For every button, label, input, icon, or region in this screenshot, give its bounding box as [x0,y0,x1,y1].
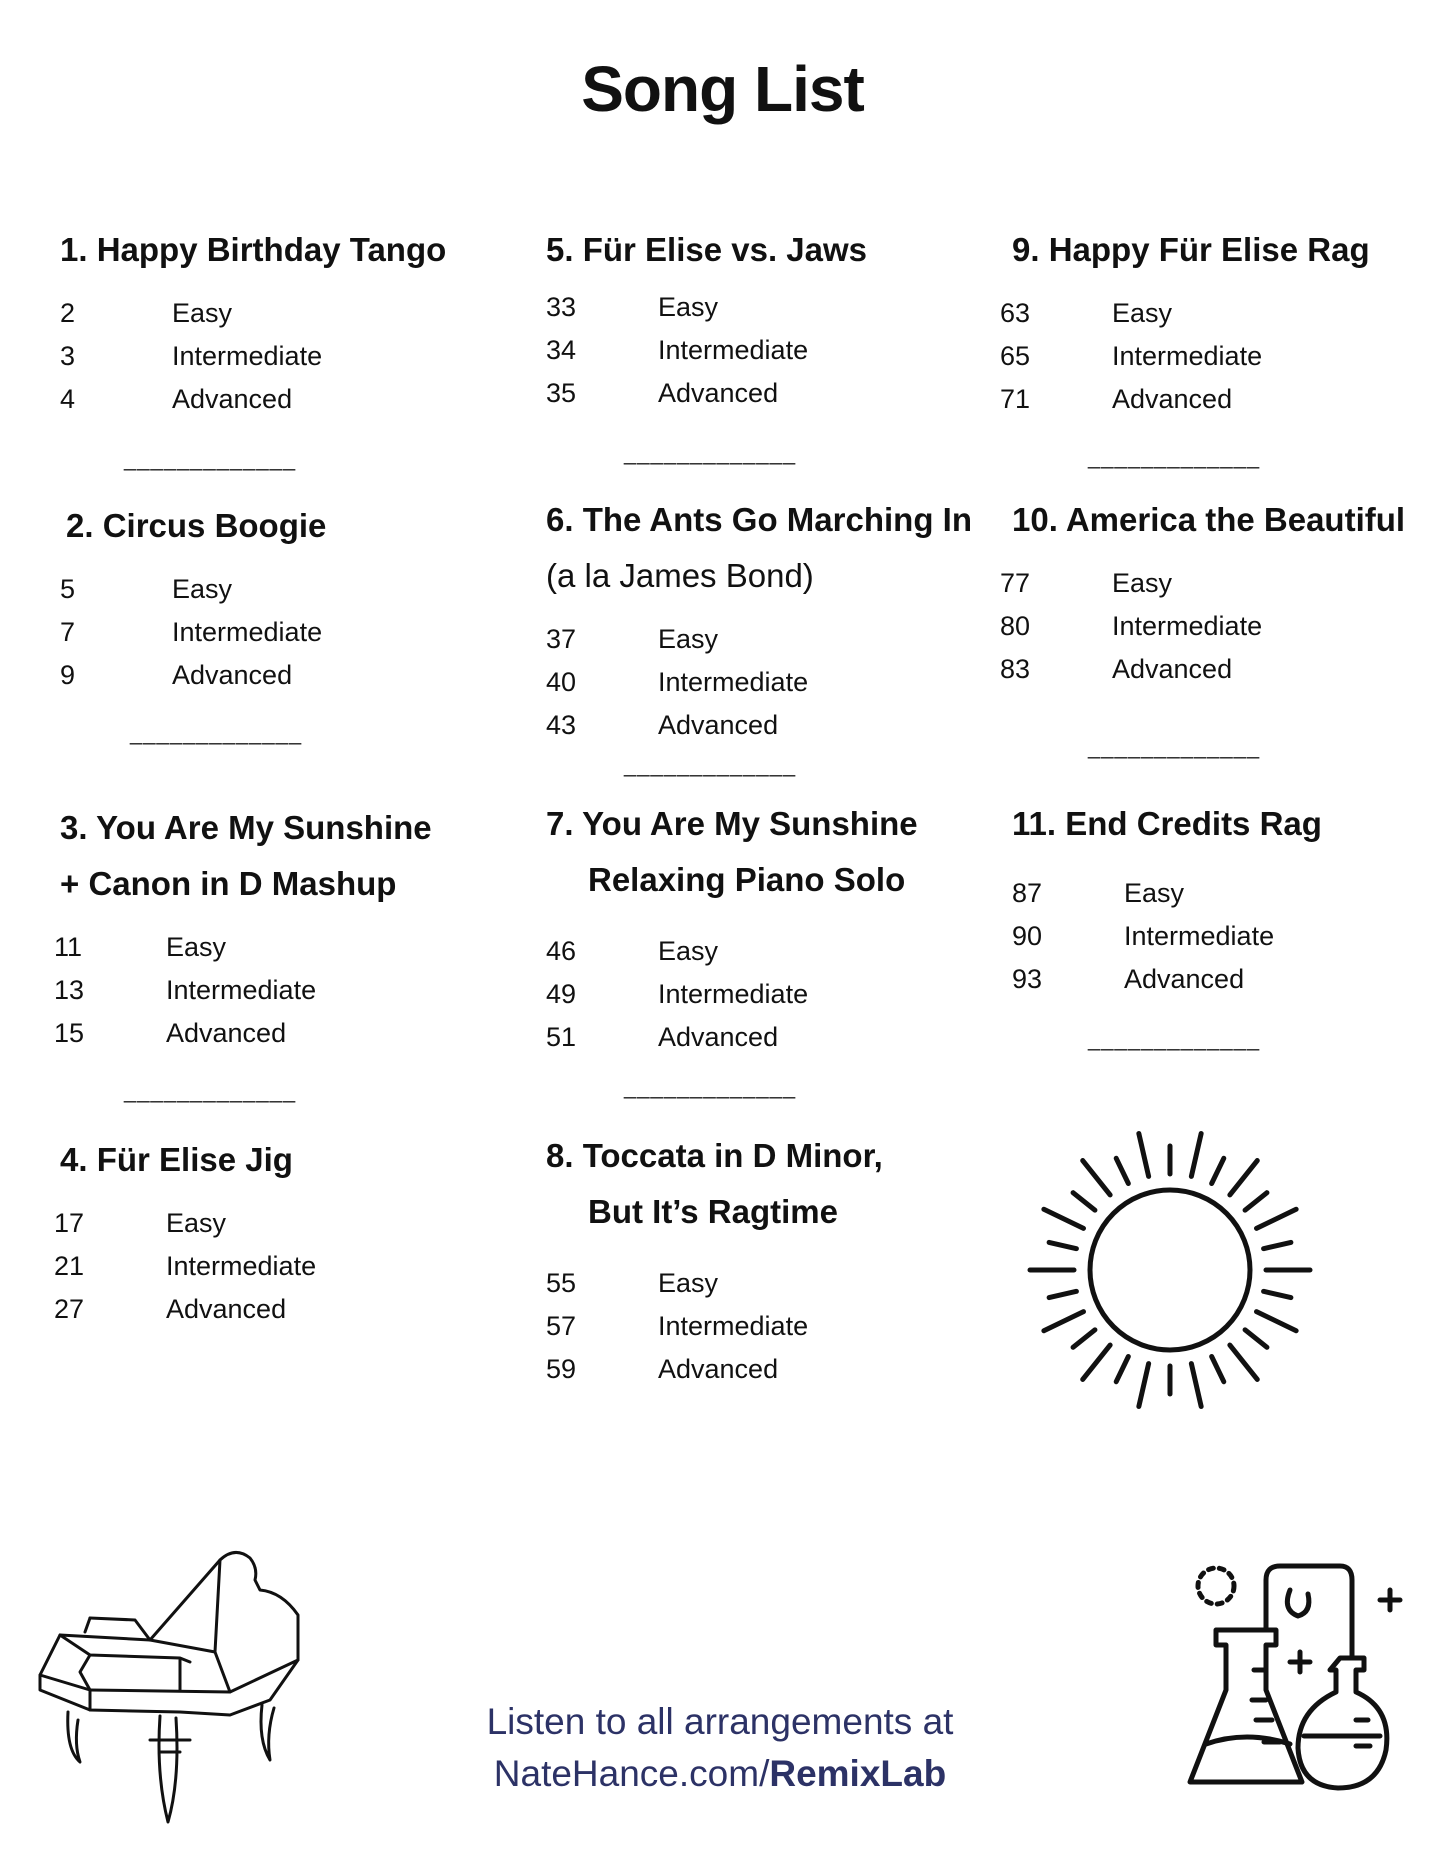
level-label: Advanced [172,384,293,414]
sun-ray [1191,1134,1201,1177]
sun-ray [1264,1291,1291,1297]
divider: _____________ [1088,734,1261,759]
page-number: 5 [60,574,76,604]
page-number: 15 [54,1018,85,1048]
level-label: Intermediate [1124,921,1275,951]
level-label: Advanced [658,378,779,408]
level-row [546,973,918,1016]
level-list [546,618,972,747]
page-number: 17 [54,1208,85,1238]
song-3 [54,800,432,1055]
level-row [546,329,867,372]
level-row [1000,292,1370,335]
level-list [546,286,867,415]
divider: _____________ [1088,444,1261,469]
level-label: Easy [166,1208,227,1238]
song-title: 11. End Credits Rag [1012,805,1322,842]
level-row [54,1202,316,1245]
sun-ray [1044,1312,1084,1331]
level-label: Intermediate [658,1311,809,1341]
divider: _____________ [124,1078,297,1103]
sun-ray [1073,1330,1095,1347]
song-title: 3. You Are My Sunshine + Canon in D Mashup [60,809,432,902]
song-title: 1. Happy Birthday Tango [60,231,447,268]
level-label: Intermediate [1112,341,1263,371]
page-number: 90 [1012,921,1043,951]
level-list [546,1262,883,1391]
sun-ray [1256,1209,1296,1228]
sun-ray [1083,1345,1110,1379]
level-list [546,930,918,1059]
level-row [546,661,972,704]
level-label: Easy [658,624,719,654]
level-row [60,611,326,654]
song-title: 10. America the Beautiful [1012,501,1406,538]
song-title: 5. Für Elise vs. Jaws [546,231,868,268]
song-9 [1000,222,1370,421]
level-label: Advanced [658,1354,779,1384]
level-row [1012,872,1322,915]
sun-ray [1083,1161,1110,1195]
footer-text [440,1696,1000,1800]
sun-icon [1020,1120,1320,1420]
page-number: 21 [54,1251,85,1281]
sun-ray [1264,1242,1291,1248]
song-5 [546,222,867,415]
song-6 [546,492,972,747]
chemistry-flasks-icon [1180,1530,1420,1810]
page-number: 2 [60,298,76,328]
page-number: 27 [54,1294,85,1324]
level-row [546,372,867,415]
song-2 [60,498,327,697]
level-row [60,378,446,421]
song-title: 2. Circus Boogie [66,507,327,544]
level-label: Intermediate [658,667,809,697]
sun-ray [1044,1209,1084,1228]
song-1 [60,222,446,421]
song-title: 9. Happy Für Elise Rag [1012,231,1370,268]
song-7 [546,796,918,1059]
level-row [60,568,326,611]
level-label: Intermediate [172,617,323,647]
page-number: 35 [546,378,577,408]
level-row [1012,915,1322,958]
level-row [546,930,918,973]
divider: _____________ [624,440,797,465]
level-row [60,335,446,378]
level-row [1000,335,1370,378]
divider: _____________ [624,1074,797,1099]
level-row [546,618,972,661]
page-number: 55 [546,1268,577,1298]
level-row [54,1012,432,1055]
page-number: 87 [1012,878,1043,908]
level-row [546,286,867,329]
sun-ray [1139,1364,1149,1407]
level-row [1012,958,1322,1001]
song-11 [1012,796,1322,1001]
level-label: Advanced [1124,964,1245,994]
page-number: 63 [1000,298,1031,328]
page-number: 49 [546,979,577,1009]
footer-line-1: Listen to all arrangements at [486,1701,954,1742]
song-4 [54,1132,317,1331]
page-number: 34 [546,335,577,365]
sun-ray [1073,1193,1095,1210]
song-10 [1000,492,1406,691]
page-number: 13 [54,975,85,1005]
level-label: Advanced [166,1294,287,1324]
level-list [1000,562,1405,691]
level-label: Advanced [658,710,779,740]
level-label: Advanced [166,1018,287,1048]
page-number: 65 [1000,341,1031,371]
level-list [1012,872,1322,1001]
level-label: Easy [658,936,719,966]
level-row [546,1305,883,1348]
level-list [60,568,326,697]
sun-ray [1230,1161,1257,1195]
page-number: 33 [546,292,577,322]
level-label: Intermediate [658,979,809,1009]
level-label: Easy [658,1268,719,1298]
sun-ray [1139,1134,1149,1177]
level-label: Easy [172,298,233,328]
level-label: Easy [1124,878,1185,908]
sun-ray [1116,1356,1128,1381]
page-number: 11 [54,932,83,962]
level-label: Advanced [172,660,293,690]
page-number: 93 [1012,964,1043,994]
level-label: Easy [172,574,233,604]
level-label: Easy [1112,568,1173,598]
level-row [54,969,432,1012]
page-number: 46 [546,936,577,966]
sun-ray [1245,1193,1267,1210]
page-number: 9 [60,660,76,690]
level-label: Easy [166,932,227,962]
level-row [546,1348,883,1391]
level-label: Advanced [658,1022,779,1052]
page-number: 77 [1000,568,1031,598]
page-number: 57 [546,1311,577,1341]
page-number: 59 [546,1354,577,1384]
song-title: 6. The Ants Go Marching In (a la James Bond) [546,501,972,594]
level-row [1000,378,1370,421]
sun-ray [1191,1364,1201,1407]
page-number: 80 [1000,611,1031,641]
divider: _____________ [124,446,297,471]
level-row [1000,562,1405,605]
level-label: Intermediate [658,335,809,365]
sun-ray [1212,1356,1224,1381]
page-number: 43 [546,710,577,740]
song-8 [546,1128,883,1391]
divider: _____________ [624,752,797,777]
page-number: 71 [1000,384,1031,414]
level-row [54,1288,316,1331]
level-row [546,1262,883,1305]
footer-url-prefix: NateHance.com/ [493,1753,770,1794]
level-list [60,292,446,421]
level-list [1000,292,1370,421]
page-number: 37 [546,624,577,654]
level-list [54,926,432,1055]
level-row [546,704,972,747]
sun-ray [1049,1291,1076,1297]
sun-ray [1256,1312,1296,1331]
sun-ray [1116,1158,1128,1183]
level-label: Intermediate [1112,611,1263,641]
level-label: Intermediate [172,341,323,371]
level-row [60,292,446,335]
level-row [1000,648,1405,691]
divider: _____________ [1088,1026,1261,1051]
level-label: Easy [1112,298,1173,328]
page-number: 40 [546,667,577,697]
song-title: 8. Toccata in D Minor, But It’s Ragtime [546,1137,883,1230]
sun-ray [1212,1158,1224,1183]
level-label: Easy [658,292,719,322]
page-number: 3 [60,341,76,371]
page-number: 4 [60,384,76,414]
grand-piano-icon [30,1540,330,1830]
level-list [54,1202,316,1331]
level-row [54,1245,316,1288]
level-label: Advanced [1112,654,1233,684]
level-row [54,926,432,969]
page-number: 51 [546,1022,577,1052]
footer-line-2 [440,1748,1000,1800]
level-row [546,1016,918,1059]
page-number: 7 [60,617,76,647]
page-number: 83 [1000,654,1031,684]
level-label: Intermediate [166,975,317,1005]
level-label: Advanced [1112,384,1233,414]
level-row [60,654,326,697]
sun-ray [1049,1242,1076,1248]
song-title: 7. You Are My Sunshine Relaxing Piano Solo [546,805,918,898]
sun-ray [1245,1330,1267,1347]
divider: _____________ [130,720,303,745]
footer-url-strong: RemixLab [769,1753,947,1794]
level-label: Intermediate [166,1251,317,1281]
song-title: 4. Für Elise Jig [60,1141,293,1178]
level-row [1000,605,1405,648]
page-title: Song List [581,53,864,125]
sun-ray [1230,1345,1257,1379]
